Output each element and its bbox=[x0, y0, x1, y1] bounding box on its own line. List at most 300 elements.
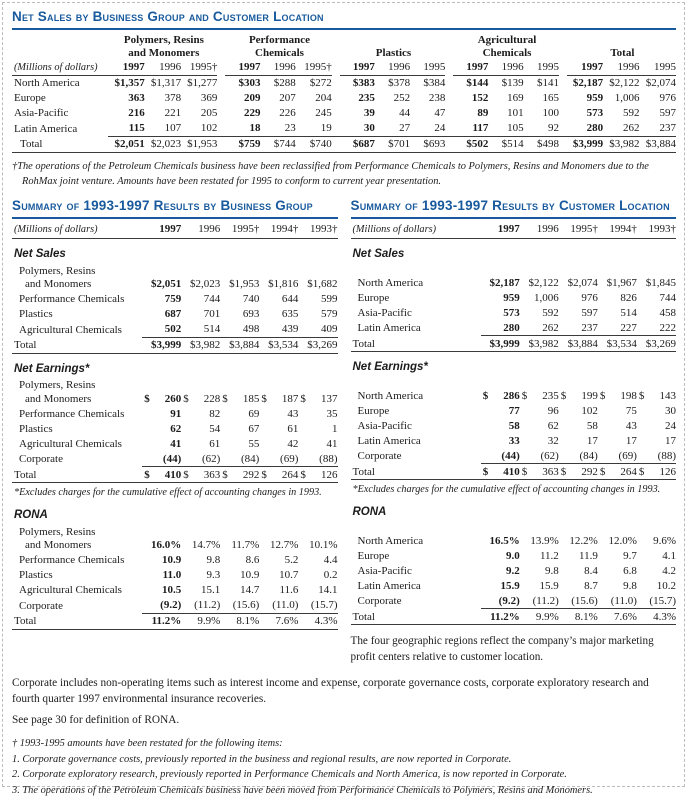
cell-value: $378 bbox=[388, 77, 411, 90]
section-heading: Net Sales bbox=[14, 248, 66, 261]
group-header bbox=[453, 33, 559, 60]
cell-value: (69) bbox=[618, 449, 637, 462]
row-label: Performance Chemicals bbox=[19, 407, 125, 420]
row-label: Asia-Pacific bbox=[357, 419, 412, 432]
cell-value: 62 bbox=[170, 422, 182, 435]
cell-value: 11.2 bbox=[539, 549, 559, 562]
cell-value: 8.1% bbox=[220, 613, 259, 629]
table-row bbox=[12, 121, 676, 137]
cell-value: $288 bbox=[273, 77, 296, 90]
cell-value: (9.2) bbox=[498, 594, 520, 607]
cell-value: $1,953 bbox=[181, 136, 217, 152]
cell-number: 292 bbox=[242, 468, 260, 481]
spacer-row bbox=[351, 521, 677, 533]
cell-number: 143 bbox=[659, 389, 676, 402]
year-header: 1996 bbox=[488, 60, 523, 76]
table-row bbox=[351, 448, 677, 464]
cell-number: 126 bbox=[659, 465, 676, 478]
row-label: Agricultural Chemicals bbox=[19, 584, 122, 597]
table-row bbox=[351, 305, 677, 320]
cell-value: 43 bbox=[625, 419, 637, 432]
cell-value: 592 bbox=[542, 306, 559, 319]
cell-value: 35 bbox=[326, 407, 338, 420]
row-label: Latin America bbox=[357, 434, 421, 447]
row-label: Plastics bbox=[19, 422, 53, 435]
cell-number: 410 bbox=[503, 465, 520, 478]
cell-value: (11.2) bbox=[532, 594, 559, 607]
table-row bbox=[12, 568, 338, 583]
cell-value: 9.3 bbox=[206, 569, 221, 582]
dollar-sign: $ bbox=[638, 389, 645, 402]
cell-value: 4.1 bbox=[662, 549, 676, 562]
cell-value: 976 bbox=[581, 291, 598, 304]
cell-value: $3,884 bbox=[559, 336, 598, 352]
row-label: Latin America bbox=[14, 122, 78, 135]
year-header: 1996 bbox=[603, 60, 639, 76]
section-heading-row bbox=[351, 239, 677, 264]
units-label: (Millions of dollars) bbox=[351, 222, 481, 239]
cell-value: 23 bbox=[284, 122, 296, 135]
table-row bbox=[12, 451, 338, 467]
cell-value: $2,187 bbox=[572, 77, 604, 90]
cell-value: 115 bbox=[128, 122, 145, 135]
cell-value: 11.0 bbox=[162, 569, 182, 582]
net-sales-footnote-text: †The operations of the Petroleum Chemicals business have been reclassified from Performance Chemicals to Polymers, Resins and Monomers due to the RohMax joint venture. Amounts have been restated for 1995 to conform to current year presentation. bbox=[12, 160, 649, 188]
cell-value: (84) bbox=[579, 449, 598, 462]
cell-value: 43 bbox=[287, 407, 299, 420]
section-footnote-row bbox=[351, 480, 677, 498]
cell-value bbox=[598, 388, 637, 403]
cell-value: 9.7 bbox=[623, 549, 637, 562]
cell-value: $2,023 bbox=[145, 136, 181, 152]
cell-value: $1,967 bbox=[606, 276, 637, 289]
cell-value: (84) bbox=[241, 452, 260, 465]
cell-value: 498 bbox=[242, 323, 260, 336]
cell-value: $303 bbox=[238, 77, 261, 90]
cell-value: $3,534 bbox=[259, 337, 298, 353]
section-heading-row bbox=[351, 352, 677, 377]
cell-value: $2,122 bbox=[528, 276, 559, 289]
cell-value: 635 bbox=[281, 308, 299, 321]
cell-value: 19 bbox=[320, 122, 332, 135]
cell-value: 62 bbox=[547, 419, 559, 432]
cell-value: 107 bbox=[164, 122, 182, 135]
year-header: 1995† bbox=[181, 60, 217, 76]
table-row bbox=[351, 418, 677, 433]
group-header bbox=[108, 33, 217, 60]
dollar-sign: $ bbox=[521, 465, 528, 478]
cell-value bbox=[298, 391, 337, 406]
cell-value: 9.9% bbox=[181, 613, 220, 629]
cell-value: 7.6% bbox=[598, 609, 637, 625]
summary-customer-location-title: Summary of 1993-1997 Results by Customer Location bbox=[351, 199, 677, 219]
total-row bbox=[351, 609, 677, 625]
cell-value: 101 bbox=[507, 107, 524, 120]
cell-value: 14.1 bbox=[318, 584, 338, 597]
section-footnote: *Excludes charges for the cumulative effect of accounting changes in 1993. bbox=[14, 487, 322, 499]
cell-value: 6.8 bbox=[623, 564, 637, 577]
row-label: and Monomers bbox=[25, 278, 92, 291]
restatement-note: 2. Corporate exploratory research, previously reported in Performance Chemicals and North America, is now reported in Corporate. bbox=[12, 769, 567, 781]
summary-business-group-title: Summary of 1993-1997 Results by Business Group bbox=[12, 199, 338, 219]
year-header: 1996 bbox=[375, 60, 410, 76]
group-header-label: Performance Chemicals bbox=[248, 34, 311, 59]
table-row bbox=[351, 290, 677, 305]
cell-value: 10.1% bbox=[309, 539, 338, 552]
cell-value: (11.0) bbox=[272, 599, 299, 612]
row-label: Asia-Pacific bbox=[14, 107, 69, 120]
cell-value: 8.6 bbox=[245, 554, 260, 567]
cell-value bbox=[559, 464, 598, 480]
row-label: Europe bbox=[357, 291, 390, 304]
cell-value: $3,534 bbox=[598, 336, 637, 352]
cell-value: 235 bbox=[358, 92, 375, 105]
cell-number: 198 bbox=[620, 389, 637, 402]
cell-value: 75 bbox=[625, 404, 637, 417]
row-label: Total bbox=[351, 336, 481, 352]
cell-value bbox=[520, 388, 559, 403]
cell-value: 44 bbox=[399, 107, 411, 120]
cell-value bbox=[220, 467, 259, 483]
row-label: Polymers, Resins bbox=[19, 264, 96, 277]
cell-value: 16.0% bbox=[150, 539, 182, 552]
cell-value: 378 bbox=[164, 92, 182, 105]
cell-number: 292 bbox=[581, 465, 598, 478]
cell-value: 740 bbox=[242, 293, 260, 306]
row-label: Total bbox=[12, 467, 142, 483]
table-row bbox=[351, 563, 677, 578]
cell-value bbox=[481, 388, 520, 403]
cell-value: 89 bbox=[477, 107, 489, 120]
cell-value: $383 bbox=[352, 77, 375, 90]
cell-value: 58 bbox=[586, 419, 598, 432]
cell-value: 18 bbox=[249, 122, 261, 135]
spacer-row bbox=[351, 263, 677, 275]
cell-value: 24 bbox=[665, 419, 676, 432]
summary-column-customer-location bbox=[351, 199, 677, 666]
dollar-sign: $ bbox=[261, 392, 267, 405]
cell-value: 55 bbox=[248, 437, 260, 450]
year-header: 1997 bbox=[108, 60, 144, 76]
table-row bbox=[12, 378, 338, 392]
cell-value: 17 bbox=[625, 434, 637, 447]
year-header: 1996 bbox=[520, 222, 559, 239]
cell-number: 260 bbox=[164, 392, 182, 405]
section-heading-row bbox=[351, 497, 677, 521]
year-header: 1996 bbox=[181, 222, 220, 239]
cell-value: 363 bbox=[128, 92, 145, 105]
cell-value: 77 bbox=[508, 404, 520, 417]
cell-value: 579 bbox=[321, 308, 338, 321]
row-label: Europe bbox=[357, 404, 390, 417]
footer-paragraph: Corporate includes non-operating items such as interest income and expense, corporate governance costs, corporate exploratory research and fourth quarter 1997 environmental insurance recoveries. bbox=[12, 676, 649, 705]
section-heading: Net Earnings* bbox=[14, 362, 90, 375]
group-header-label: Polymers, Resins and Monomers bbox=[123, 34, 204, 59]
cell-value: 205 bbox=[200, 107, 218, 120]
cell-value: 226 bbox=[279, 107, 296, 120]
total-row bbox=[12, 337, 338, 353]
cell-value: 27 bbox=[399, 122, 411, 135]
cell-value: $3,982 bbox=[603, 136, 639, 152]
row-label: Agricultural Chemicals bbox=[19, 437, 122, 450]
cell-value bbox=[259, 467, 298, 483]
cell-value: 573 bbox=[586, 107, 604, 120]
row-label: Polymers, Resins bbox=[19, 379, 96, 392]
row-label: Total bbox=[12, 613, 142, 629]
cell-value: $502 bbox=[453, 136, 488, 152]
year-header: 1995 bbox=[524, 60, 559, 76]
dollar-sign: $ bbox=[144, 392, 150, 405]
table-row bbox=[12, 322, 338, 338]
year-header: 1995 bbox=[410, 60, 445, 76]
cell-value: 592 bbox=[622, 107, 640, 120]
net-sales-table-body bbox=[12, 33, 676, 153]
table-row bbox=[351, 403, 677, 418]
cell-value: 252 bbox=[393, 92, 411, 105]
cell-value bbox=[637, 388, 676, 403]
cell-value: 9.8 bbox=[623, 579, 637, 592]
cell-value: 169 bbox=[507, 92, 524, 105]
table-row bbox=[12, 307, 338, 322]
year-header: 1994† bbox=[598, 222, 637, 239]
cell-value: 1,006 bbox=[614, 92, 640, 105]
units-label: (Millions of dollars) bbox=[12, 222, 142, 239]
table-row bbox=[12, 91, 676, 106]
dollar-sign: $ bbox=[599, 465, 606, 478]
section-heading-row bbox=[12, 353, 338, 378]
table-row bbox=[12, 292, 338, 307]
cell-value: (69) bbox=[280, 452, 299, 465]
cell-value: 10.5 bbox=[161, 584, 182, 597]
cell-value: 227 bbox=[620, 321, 637, 334]
year-header: 1996 bbox=[260, 60, 295, 76]
cell-number: 410 bbox=[164, 468, 182, 481]
cell-value: 69 bbox=[248, 407, 260, 420]
summary-business-group-body bbox=[12, 222, 338, 630]
cell-value: 502 bbox=[164, 323, 182, 336]
table-row bbox=[12, 598, 338, 614]
dollar-sign: $ bbox=[222, 392, 228, 405]
cell-value: $384 bbox=[423, 77, 446, 90]
section-heading: RONA bbox=[352, 506, 387, 519]
group-header-label: Agricultural Chemicals bbox=[477, 34, 537, 59]
group-header-row bbox=[12, 33, 676, 60]
dollar-sign: $ bbox=[638, 465, 645, 478]
cell-value bbox=[181, 467, 220, 483]
cell-value: 61 bbox=[209, 437, 221, 450]
section-heading-row bbox=[12, 239, 338, 264]
cell-value bbox=[220, 391, 259, 406]
cell-value: 4.2 bbox=[662, 564, 676, 577]
row-label: Latin America bbox=[357, 322, 421, 335]
table-row bbox=[12, 524, 338, 538]
year-header: 1997 bbox=[567, 60, 603, 76]
cell-value: 245 bbox=[315, 107, 332, 120]
cell-value: 826 bbox=[620, 291, 637, 304]
row-label: Corporate bbox=[19, 453, 63, 466]
cell-value: $2,122 bbox=[609, 77, 640, 90]
year-header: 1995† bbox=[559, 222, 598, 239]
cell-value: 409 bbox=[321, 323, 338, 336]
cell-value: 10.2 bbox=[656, 579, 676, 592]
year-header: 1993† bbox=[637, 222, 676, 239]
cell-value: 10.9 bbox=[240, 569, 260, 582]
row-label: Total bbox=[12, 337, 142, 353]
table-row bbox=[12, 391, 338, 406]
table-row bbox=[351, 388, 677, 403]
cell-value: 216 bbox=[128, 107, 145, 120]
dollar-sign: $ bbox=[300, 468, 306, 481]
dollar-sign: $ bbox=[300, 392, 306, 405]
cell-value: 1 bbox=[332, 422, 338, 435]
dollar-sign: $ bbox=[521, 389, 528, 402]
year-header-row bbox=[12, 60, 676, 76]
cell-value: 24 bbox=[434, 122, 446, 135]
cell-value: 92 bbox=[547, 122, 559, 135]
row-label: North America bbox=[14, 77, 80, 90]
cell-value: 14.7 bbox=[240, 584, 260, 597]
group-header-label: Plastics bbox=[375, 46, 412, 59]
cell-value: 221 bbox=[164, 107, 182, 120]
cell-value: 7.6% bbox=[259, 613, 298, 629]
cell-value: 10.7 bbox=[279, 569, 299, 582]
row-label: Polymers, Resins bbox=[19, 525, 96, 538]
cell-value: (15.6) bbox=[571, 594, 598, 607]
dollar-sign: $ bbox=[599, 389, 606, 402]
year-header: 1995† bbox=[220, 222, 259, 239]
cell-value: $141 bbox=[536, 77, 559, 90]
row-label: Corporate bbox=[357, 450, 402, 463]
year-header: 1997 bbox=[453, 60, 488, 76]
cell-value: 693 bbox=[242, 308, 260, 321]
cell-value bbox=[598, 464, 637, 480]
cell-value bbox=[142, 467, 181, 483]
cell-value: $2,051 bbox=[150, 278, 182, 291]
cell-value: $3,999 bbox=[567, 136, 603, 152]
cell-value: 280 bbox=[503, 321, 520, 334]
cell-value: $3,884 bbox=[639, 136, 676, 152]
year-header: 1995† bbox=[296, 60, 332, 76]
cell-value: 573 bbox=[503, 306, 520, 319]
cell-value: 32 bbox=[547, 434, 559, 447]
cell-value: 744 bbox=[659, 291, 676, 304]
cell-value: 4.3% bbox=[298, 613, 337, 629]
group-header bbox=[567, 33, 676, 60]
cell-value: (11.2) bbox=[194, 599, 221, 612]
cell-value: 41 bbox=[170, 437, 182, 450]
cell-value: 687 bbox=[164, 308, 182, 321]
table-row bbox=[12, 277, 338, 292]
table-row bbox=[351, 320, 677, 336]
cell-value bbox=[481, 464, 520, 480]
cell-value: $2,023 bbox=[190, 278, 221, 291]
restatement-note: † 1993-1995 amounts have been restated for the following items: bbox=[12, 738, 283, 750]
cell-value bbox=[142, 391, 181, 406]
total-row bbox=[351, 336, 677, 352]
section-footnote: *Excludes charges for the cumulative effect of accounting changes in 1993. bbox=[352, 484, 661, 496]
cell-value: $2,051 bbox=[108, 136, 144, 152]
total-row bbox=[12, 467, 338, 483]
cell-value: 959 bbox=[503, 291, 520, 304]
cell-value: 701 bbox=[203, 308, 221, 321]
cell-value: 597 bbox=[659, 107, 676, 120]
dollar-sign: $ bbox=[183, 468, 189, 481]
table-row bbox=[12, 583, 338, 598]
dollar-sign: $ bbox=[261, 468, 267, 481]
row-label: Performance Chemicals bbox=[19, 554, 125, 567]
cell-number: 199 bbox=[581, 389, 598, 402]
total-row bbox=[12, 613, 338, 629]
spacer-row bbox=[351, 376, 677, 388]
cell-value: 15.9 bbox=[539, 579, 559, 592]
dollar-sign: $ bbox=[144, 468, 150, 481]
cell-value: $272 bbox=[309, 77, 332, 90]
cell-value: $1,277 bbox=[187, 77, 218, 90]
cell-value: 11.2% bbox=[481, 609, 520, 625]
cell-value: 58 bbox=[508, 419, 520, 432]
group-header bbox=[340, 33, 446, 60]
cell-value: $1,816 bbox=[268, 278, 299, 291]
restatement-note: 3. The operations of the Petroleum Chemicals business have been moved from Performance Chemicals to Polymers, Resins and Monomers. bbox=[12, 785, 593, 797]
cell-value: $144 bbox=[466, 77, 489, 90]
row-label: Europe bbox=[14, 92, 46, 105]
cell-value: 237 bbox=[581, 321, 598, 334]
section-heading: Net Sales bbox=[352, 248, 405, 261]
year-header: 1997 bbox=[481, 222, 520, 239]
cell-value: $1,357 bbox=[114, 77, 145, 90]
cell-value bbox=[559, 388, 598, 403]
cell-value: $701 bbox=[375, 136, 410, 152]
cell-value: (44) bbox=[501, 449, 520, 462]
cell-value: 42 bbox=[287, 437, 299, 450]
year-header: 1995 bbox=[639, 60, 676, 76]
cell-value: 10.9 bbox=[161, 554, 182, 567]
cell-value: $3,982 bbox=[181, 337, 220, 353]
cell-value: 744 bbox=[203, 293, 221, 306]
cell-value: 165 bbox=[542, 92, 559, 105]
cell-value: 9.6% bbox=[653, 534, 676, 547]
cell-value: (88) bbox=[657, 449, 676, 462]
cell-value: $744 bbox=[260, 136, 295, 152]
cell-value: $740 bbox=[296, 136, 332, 152]
cell-value: $3,999 bbox=[481, 336, 520, 352]
cell-value: 514 bbox=[203, 323, 221, 336]
row-label: Corporate bbox=[19, 599, 63, 612]
cell-value: $1,953 bbox=[229, 278, 260, 291]
table-row bbox=[351, 433, 677, 448]
year-header: 1997 bbox=[142, 222, 181, 239]
cell-value: 222 bbox=[659, 321, 676, 334]
cell-value: 237 bbox=[659, 122, 676, 135]
cell-value: 15.9 bbox=[500, 579, 520, 592]
total-row bbox=[12, 136, 676, 152]
cell-number: 286 bbox=[503, 389, 520, 402]
cell-value: 458 bbox=[659, 306, 676, 319]
table-row bbox=[12, 406, 338, 421]
dollar-sign: $ bbox=[183, 392, 189, 405]
cell-value: 209 bbox=[243, 92, 261, 105]
summary-table-business-group bbox=[12, 222, 338, 630]
cell-value: 514 bbox=[620, 306, 637, 319]
cell-value: (15.7) bbox=[310, 599, 338, 612]
cell-number: 126 bbox=[321, 468, 338, 481]
summary-customer-location-body bbox=[351, 222, 677, 625]
cell-value: 8.7 bbox=[584, 579, 598, 592]
cell-value: (62) bbox=[201, 452, 221, 465]
cell-value: $3,269 bbox=[298, 337, 337, 353]
year-header: 1996 bbox=[145, 60, 181, 76]
cell-value: 759 bbox=[164, 293, 182, 306]
